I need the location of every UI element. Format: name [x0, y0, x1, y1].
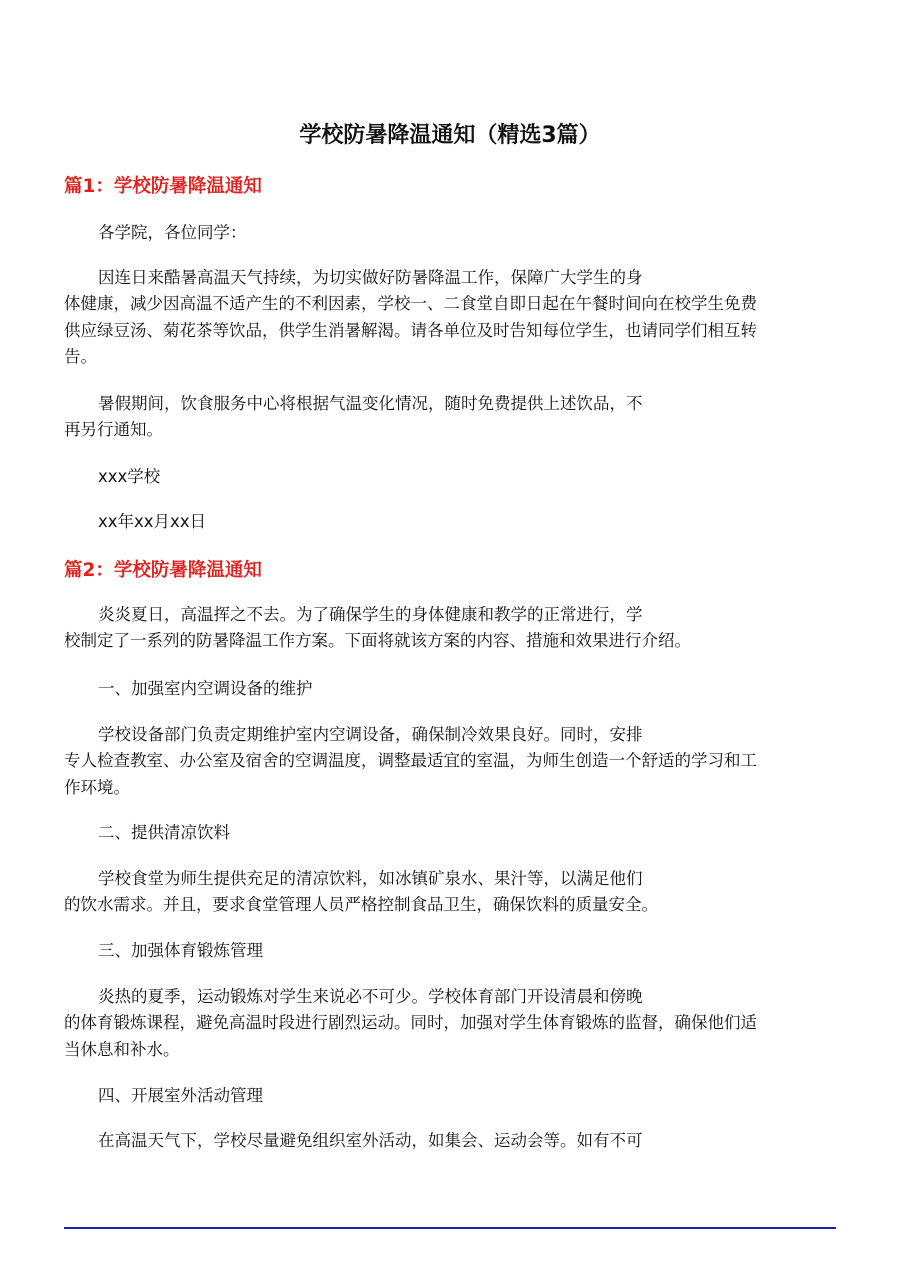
- line: 告。: [64, 347, 97, 367]
- line: 校制定了一系列的防暑降温工作方案。下面将就该方案的内容、措施和效果进行介绍。: [64, 631, 691, 651]
- date-text: xx年xx月xx日: [98, 512, 207, 531]
- line: 在高温天气下，学校尽量避免组织室外活动，如集会、运动会等。如有不可: [98, 1131, 643, 1150]
- section-3-title: [64, 938, 844, 964]
- salutation: [64, 220, 844, 246]
- line: 炎热的夏季，运动锻炼对学生来说必不可少。学校体育部门开设清晨和傍晚: [98, 987, 643, 1006]
- section-4-title: [64, 1083, 844, 1109]
- line: 当休息和补水。: [64, 1039, 180, 1059]
- article2-intro: [64, 602, 844, 655]
- line: 专人检查教室、办公室及宿舍的空调温度，调整最适宜的室温，为师生创造一个舒适的学习和工: [64, 751, 757, 771]
- line: 作环境。: [64, 777, 130, 797]
- footer-divider: [64, 1227, 836, 1229]
- section-1-body: [64, 722, 844, 801]
- line: 学校食堂为师生提供充足的清凉饮料，如冰镇矿泉水、果汁等，以满足他们: [98, 869, 643, 888]
- line: 的饮水需求。并且，要求食堂管理人员严格控制食品卫生，确保饮料的质量安全。: [64, 895, 658, 915]
- document-title: 学校防暑降温通知（精选3篇）: [299, 123, 601, 148]
- line: 的体育锻炼课程，避免高温时段进行剧烈运动。同时，加强对学生体育锻炼的监督，确保他们适: [64, 1013, 757, 1033]
- section-2-title: [64, 820, 844, 846]
- line: 再另行通知。: [64, 420, 163, 440]
- line: 供应绿豆汤、菊花茶等饮品，供学生消暑解渴。请各单位及时告知每位学生，也请同学们相互转: [64, 320, 757, 340]
- section-title: 一、加强室内空调设备的维护: [98, 679, 313, 698]
- article2-heading: 篇2：学校防暑降温通知: [64, 560, 262, 581]
- line: 因连日来酷暑高温天气持续，为切实做好防暑降温工作，保障广大学生的身: [98, 268, 643, 287]
- section-1-title: [64, 676, 844, 702]
- salutation-text: 各学院，各位同学：: [98, 223, 247, 242]
- signature: [64, 464, 844, 490]
- line: 体健康，减少因高温不适产生的不利因素，学校一、二食堂自即日起在午餐时间向在校学生免费: [64, 294, 757, 314]
- line: 炎炎夏日，高温挥之不去。为了确保学生的身体健康和教学的正常进行，学: [98, 605, 643, 624]
- line: 暑假期间，饮食服务中心将根据气温变化情况，随时免费提供上述饮品，不: [98, 394, 643, 413]
- article1-heading: 篇1：学校防暑降温通知: [64, 176, 262, 197]
- article1-paragraph-2: [64, 391, 844, 444]
- section-title: 二、提供清凉饮料: [98, 823, 230, 842]
- article1-paragraph-1: [64, 265, 844, 371]
- section-title: 三、加强体育锻炼管理: [98, 941, 263, 960]
- section-3-body: [64, 984, 844, 1063]
- section-4-body: [64, 1128, 844, 1154]
- signature-text: xxx学校: [98, 467, 161, 486]
- section-2-body: [64, 866, 844, 919]
- date: [64, 509, 844, 535]
- section-title: 四、开展室外活动管理: [98, 1086, 263, 1105]
- line: 学校设备部门负责定期维护室内空调设备，确保制冷效果良好。同时，安排: [98, 725, 643, 744]
